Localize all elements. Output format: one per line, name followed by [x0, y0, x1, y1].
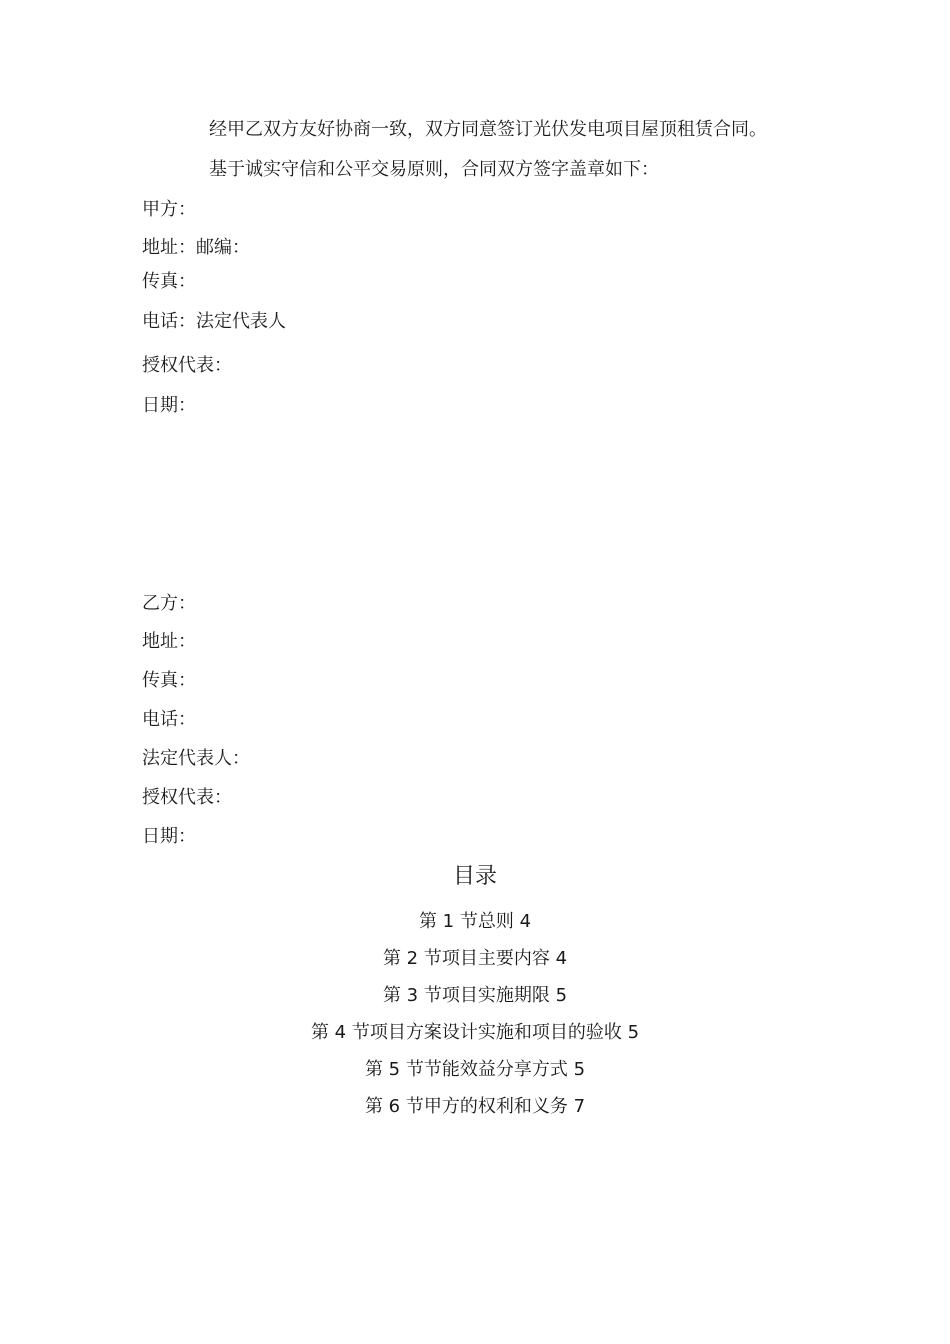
toc-item[interactable]: 第 5 节节能效益分享方式 5	[364, 1059, 586, 1080]
toc-item[interactable]: 第 6 节甲方的权利和义务 7	[364, 1096, 586, 1117]
toc-item[interactable]: 第 3 节项目实施期限 5	[382, 985, 568, 1006]
party-a-date-label: 日期：	[142, 395, 196, 416]
toc-title: 目录	[452, 864, 497, 889]
party-b-legal-rep-label: 法定代表人：	[142, 748, 250, 769]
party-b-fax-label: 传真：	[142, 670, 196, 691]
party-b-name-label: 乙方：	[142, 593, 196, 614]
party-a-authorized-label: 授权代表：	[142, 355, 232, 376]
party-b-address-label: 地址：	[142, 631, 196, 652]
intro-paragraph-2: 基于诚实守信和公平交易原则，合同双方签字盖章如下：	[209, 159, 659, 180]
toc-item[interactable]: 第 2 节项目主要内容 4	[382, 948, 568, 969]
party-a-name-label: 甲方：	[142, 199, 196, 220]
party-a-fax-label: 传真：	[142, 271, 196, 292]
intro-paragraph-1: 经甲乙双方友好协商一致，双方同意签订光伏发电项目屋顶租赁合同。	[209, 119, 767, 140]
party-b-date-label: 日期：	[142, 826, 196, 847]
toc-item[interactable]: 第 4 节项目方案设计实施和项目的验收 5	[310, 1022, 640, 1043]
party-b-phone-label: 电话：	[142, 709, 196, 730]
party-a-address-postcode-label: 地址：邮编：	[142, 237, 250, 258]
party-a-phone-rep-label: 电话：法定代表人	[142, 311, 286, 332]
party-b-authorized-label: 授权代表：	[142, 787, 232, 808]
toc-item[interactable]: 第 1 节总则 4	[418, 911, 532, 932]
